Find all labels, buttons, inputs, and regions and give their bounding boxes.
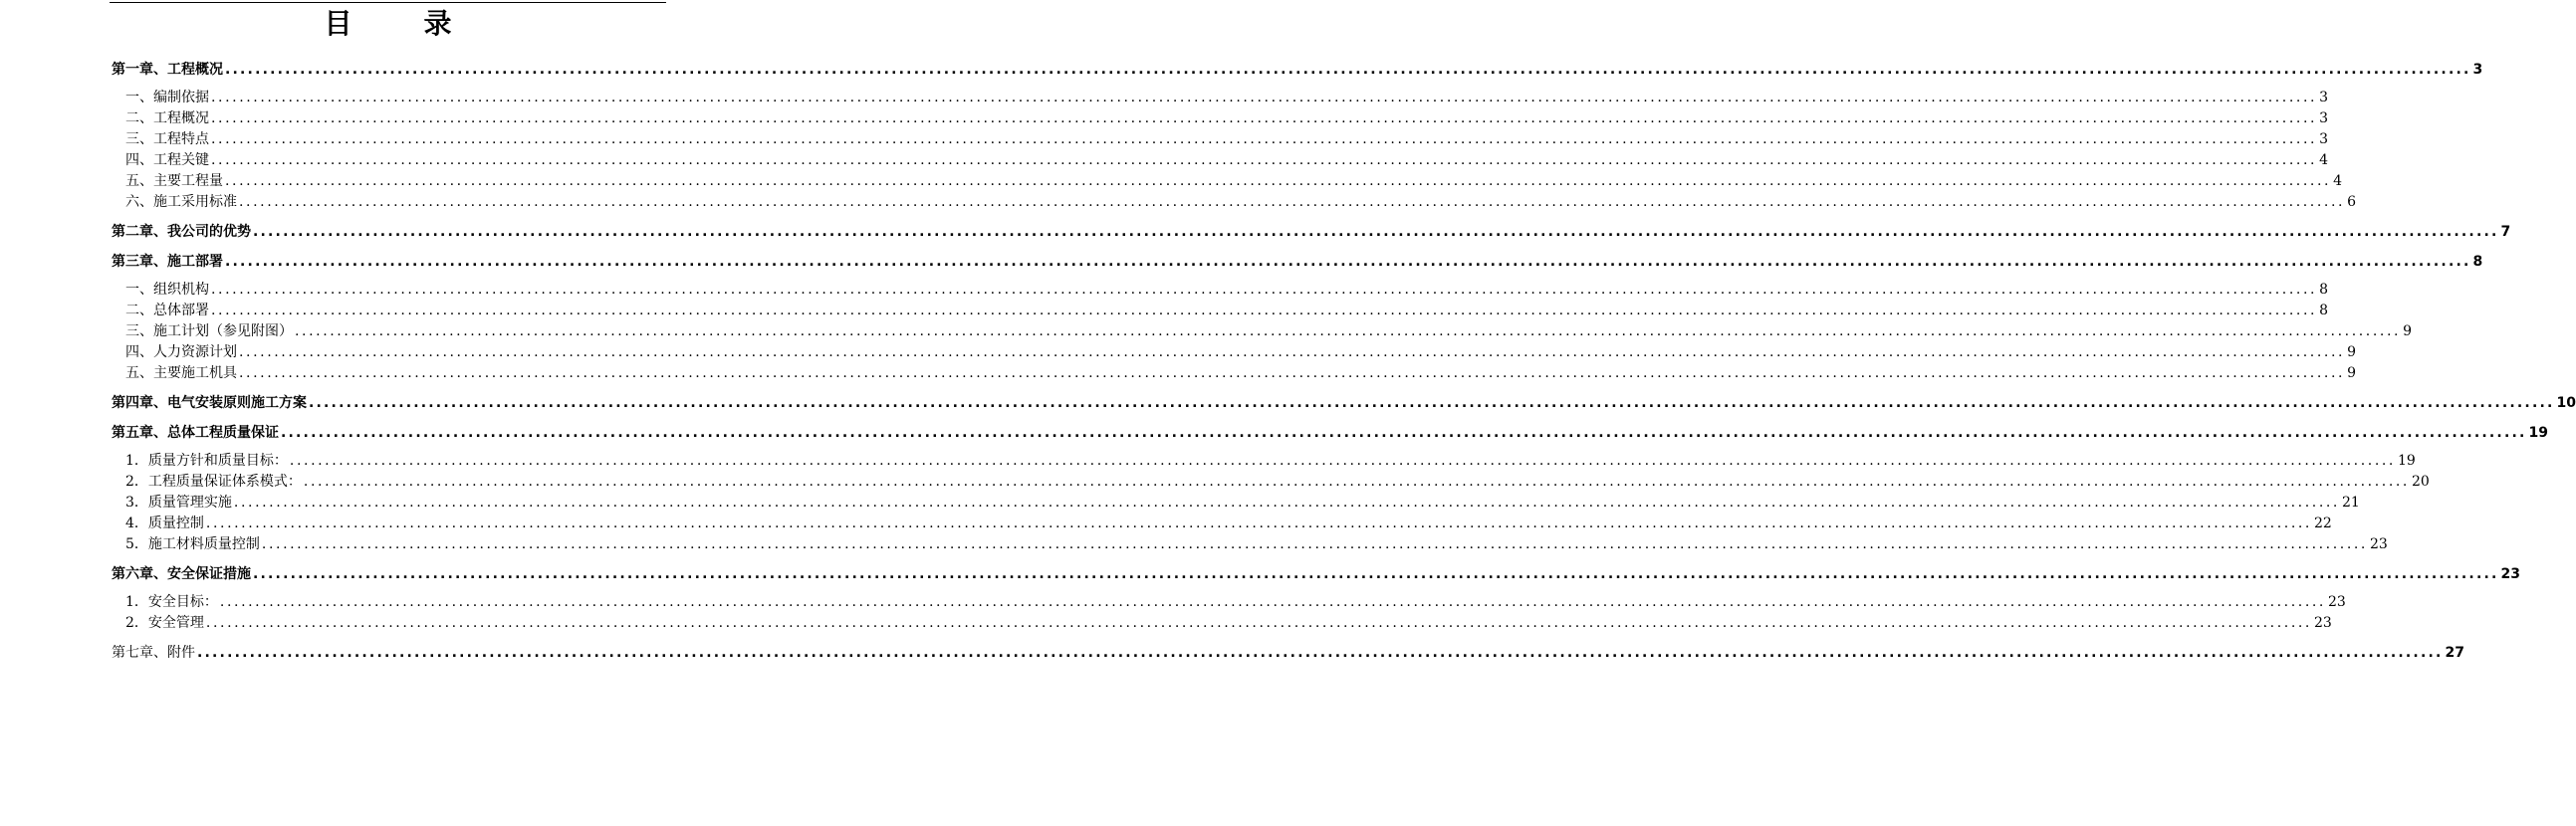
toc-item-label: 三、工程特点 bbox=[125, 131, 209, 147]
dot-leader: ............................................................................................................................................................................................................................................................................................................ bbox=[295, 323, 2402, 339]
toc-chapter-label: 第五章、总体工程质量保证 bbox=[112, 425, 279, 441]
toc-item-row[interactable] bbox=[112, 171, 2342, 192]
dot-leader: ............................................................................................................................................................................................................................................................................................................ bbox=[303, 474, 2410, 490]
toc-item-page-number: 23 bbox=[2369, 536, 2388, 552]
toc-item-row[interactable] bbox=[112, 592, 2346, 613]
toc-item-row[interactable] bbox=[112, 88, 2328, 108]
toc-item-row[interactable] bbox=[112, 301, 2328, 321]
toc-item-row[interactable] bbox=[112, 613, 2332, 634]
toc-item-row[interactable] bbox=[112, 451, 2416, 472]
page-title bbox=[110, 5, 666, 43]
toc-chapter-row[interactable] bbox=[112, 393, 2576, 414]
title-char-left: 目 bbox=[324, 7, 352, 40]
toc-chapter-label: 第一章、工程概况 bbox=[112, 62, 223, 78]
dot-leader: ............................................................................................................................................................................................................................................................................................................ bbox=[225, 173, 2332, 189]
toc-item-row[interactable] bbox=[112, 129, 2328, 150]
toc-item-label: 1．质量方针和质量目标： bbox=[125, 453, 288, 469]
dot-leader: ............................................................................................................................................................................................................................................................................................................ bbox=[197, 645, 2444, 661]
toc-chapter-page-number: 27 bbox=[2445, 645, 2464, 661]
toc-chapter-label: 第四章、电气安装原则施工方案 bbox=[112, 395, 307, 411]
toc-item-label: 六、施工采用标准 bbox=[125, 194, 237, 210]
toc-item-page-number: 4 bbox=[2319, 152, 2328, 168]
toc-item-page-number: 22 bbox=[2313, 516, 2332, 531]
dot-leader: ............................................................................................................................................................................................................................................................................................................ bbox=[211, 282, 2318, 298]
toc-item-label: 一、编制依据 bbox=[125, 90, 209, 105]
toc-item-label: 4．质量控制 bbox=[125, 516, 204, 531]
top-rule bbox=[110, 2, 666, 3]
toc-item-page-number: 3 bbox=[2319, 90, 2328, 105]
dot-leader: ............................................................................................................................................................................................................................................................................................................ bbox=[225, 254, 2471, 270]
toc-chapter-page-number: 8 bbox=[2472, 254, 2483, 270]
toc-chapter-label: 第六章、安全保证措施 bbox=[112, 566, 251, 582]
toc-item-page-number: 9 bbox=[2347, 365, 2356, 381]
dot-leader: ............................................................................................................................................................................................................................................................................................................ bbox=[289, 453, 2396, 469]
toc-item-row[interactable] bbox=[112, 472, 2430, 493]
toc-item-row[interactable] bbox=[112, 150, 2328, 171]
toc-item-page-number: 9 bbox=[2403, 323, 2412, 339]
toc-item-row[interactable] bbox=[112, 192, 2356, 213]
toc-chapter-label: 第三章、施工部署 bbox=[112, 254, 223, 270]
dot-leader: ............................................................................................................................................................................................................................................................................................................ bbox=[219, 594, 2326, 610]
toc-chapter-row[interactable] bbox=[112, 60, 2483, 81]
toc-chapter-page-number: 10 bbox=[2556, 395, 2576, 411]
dot-leader: ............................................................................................................................................................................................................................................................................................................ bbox=[211, 110, 2318, 126]
toc-item-row[interactable] bbox=[112, 534, 2388, 555]
toc-item-label: 3．质量管理实施 bbox=[125, 495, 232, 511]
toc-item-row[interactable] bbox=[112, 342, 2356, 363]
toc-item-label: 五、主要施工机具 bbox=[125, 365, 237, 381]
toc-item-row[interactable] bbox=[112, 363, 2356, 384]
toc-item-label: 四、人力资源计划 bbox=[125, 344, 237, 360]
toc-item-page-number: 9 bbox=[2347, 344, 2356, 360]
toc-chapter-row[interactable] bbox=[112, 252, 2483, 273]
toc-chapter-row[interactable] bbox=[112, 222, 2511, 243]
dot-leader: ............................................................................................................................................................................................................................................................................................................ bbox=[253, 224, 2499, 240]
toc-item-row[interactable] bbox=[112, 108, 2328, 129]
toc-chapter-page-number: 3 bbox=[2472, 62, 2483, 78]
toc-item-label: 五、主要工程量 bbox=[125, 173, 223, 189]
toc-chapter-page-number: 23 bbox=[2500, 566, 2520, 582]
toc-item-label: 1．安全目标： bbox=[125, 594, 218, 610]
dot-leader: ............................................................................................................................................................................................................................................................................................................ bbox=[211, 303, 2318, 318]
toc-item-label: 一、组织机构 bbox=[125, 282, 209, 298]
toc-item-page-number: 23 bbox=[2313, 615, 2332, 631]
dot-leader: ............................................................................................................................................................................................................................................................................................................ bbox=[253, 566, 2499, 582]
dot-leader: ............................................................................................................................................................................................................................................................................................................ bbox=[225, 62, 2471, 78]
dot-leader: ............................................................................................................................................................................................................................................................................................................ bbox=[205, 615, 2312, 631]
title-char-right: 录 bbox=[423, 7, 452, 40]
toc-chapter-row[interactable] bbox=[112, 423, 2548, 444]
toc-item-page-number: 3 bbox=[2319, 110, 2328, 126]
dot-leader: ............................................................................................................................................................................................................................................................................................................ bbox=[211, 152, 2318, 168]
dot-leader: ............................................................................................................................................................................................................................................................................................................ bbox=[309, 395, 2555, 411]
dot-leader: ............................................................................................................................................................................................................................................................................................................ bbox=[205, 516, 2312, 531]
toc-item-page-number: 3 bbox=[2319, 131, 2328, 147]
toc-chapter-label: 第七章、附件 bbox=[112, 645, 195, 661]
toc-item-label: 四、工程关键 bbox=[125, 152, 209, 168]
toc-item-page-number: 8 bbox=[2319, 303, 2328, 318]
toc-item-row[interactable] bbox=[112, 514, 2332, 534]
toc-item-label: 2．安全管理 bbox=[125, 615, 204, 631]
toc-item-label: 5．施工材料质量控制 bbox=[125, 536, 260, 552]
toc-chapter-label: 第二章、我公司的优势 bbox=[112, 224, 251, 240]
toc-item-page-number: 4 bbox=[2333, 173, 2342, 189]
toc-item-page-number: 23 bbox=[2327, 594, 2346, 610]
toc-item-page-number: 21 bbox=[2341, 495, 2360, 511]
toc-item-page-number: 6 bbox=[2347, 194, 2356, 210]
toc-item-row[interactable] bbox=[112, 493, 2360, 514]
toc-item-label: 2．工程质量保证体系模式： bbox=[125, 474, 302, 490]
toc-item-page-number: 19 bbox=[2397, 453, 2416, 469]
toc-chapter-page-number: 19 bbox=[2528, 425, 2548, 441]
toc-item-label: 三、施工计划（参见附图） bbox=[125, 323, 293, 339]
toc-chapter-row[interactable] bbox=[112, 643, 2464, 664]
toc-item-label: 二、工程概况 bbox=[125, 110, 209, 126]
dot-leader: ............................................................................................................................................................................................................................................................................................................ bbox=[261, 536, 2368, 552]
dot-leader: ............................................................................................................................................................................................................................................................................................................ bbox=[239, 344, 2346, 360]
dot-leader: ............................................................................................................................................................................................................................................................................................................ bbox=[239, 194, 2346, 210]
table-of-contents bbox=[112, 60, 2576, 664]
toc-chapter-page-number: 7 bbox=[2500, 224, 2511, 240]
toc-chapter-row[interactable] bbox=[112, 564, 2520, 585]
dot-leader: ............................................................................................................................................................................................................................................................................................................ bbox=[281, 425, 2527, 441]
dot-leader: ............................................................................................................................................................................................................................................................................................................ bbox=[211, 131, 2318, 147]
toc-item-label: 二、总体部署 bbox=[125, 303, 209, 318]
dot-leader: ............................................................................................................................................................................................................................................................................................................ bbox=[239, 365, 2346, 381]
dot-leader: ............................................................................................................................................................................................................................................................................................................ bbox=[233, 495, 2340, 511]
toc-item-row[interactable] bbox=[112, 280, 2328, 301]
toc-item-page-number: 20 bbox=[2411, 474, 2430, 490]
dot-leader: ............................................................................................................................................................................................................................................................................................................ bbox=[211, 90, 2318, 105]
toc-item-row[interactable] bbox=[112, 321, 2412, 342]
toc-item-page-number: 8 bbox=[2319, 282, 2328, 298]
